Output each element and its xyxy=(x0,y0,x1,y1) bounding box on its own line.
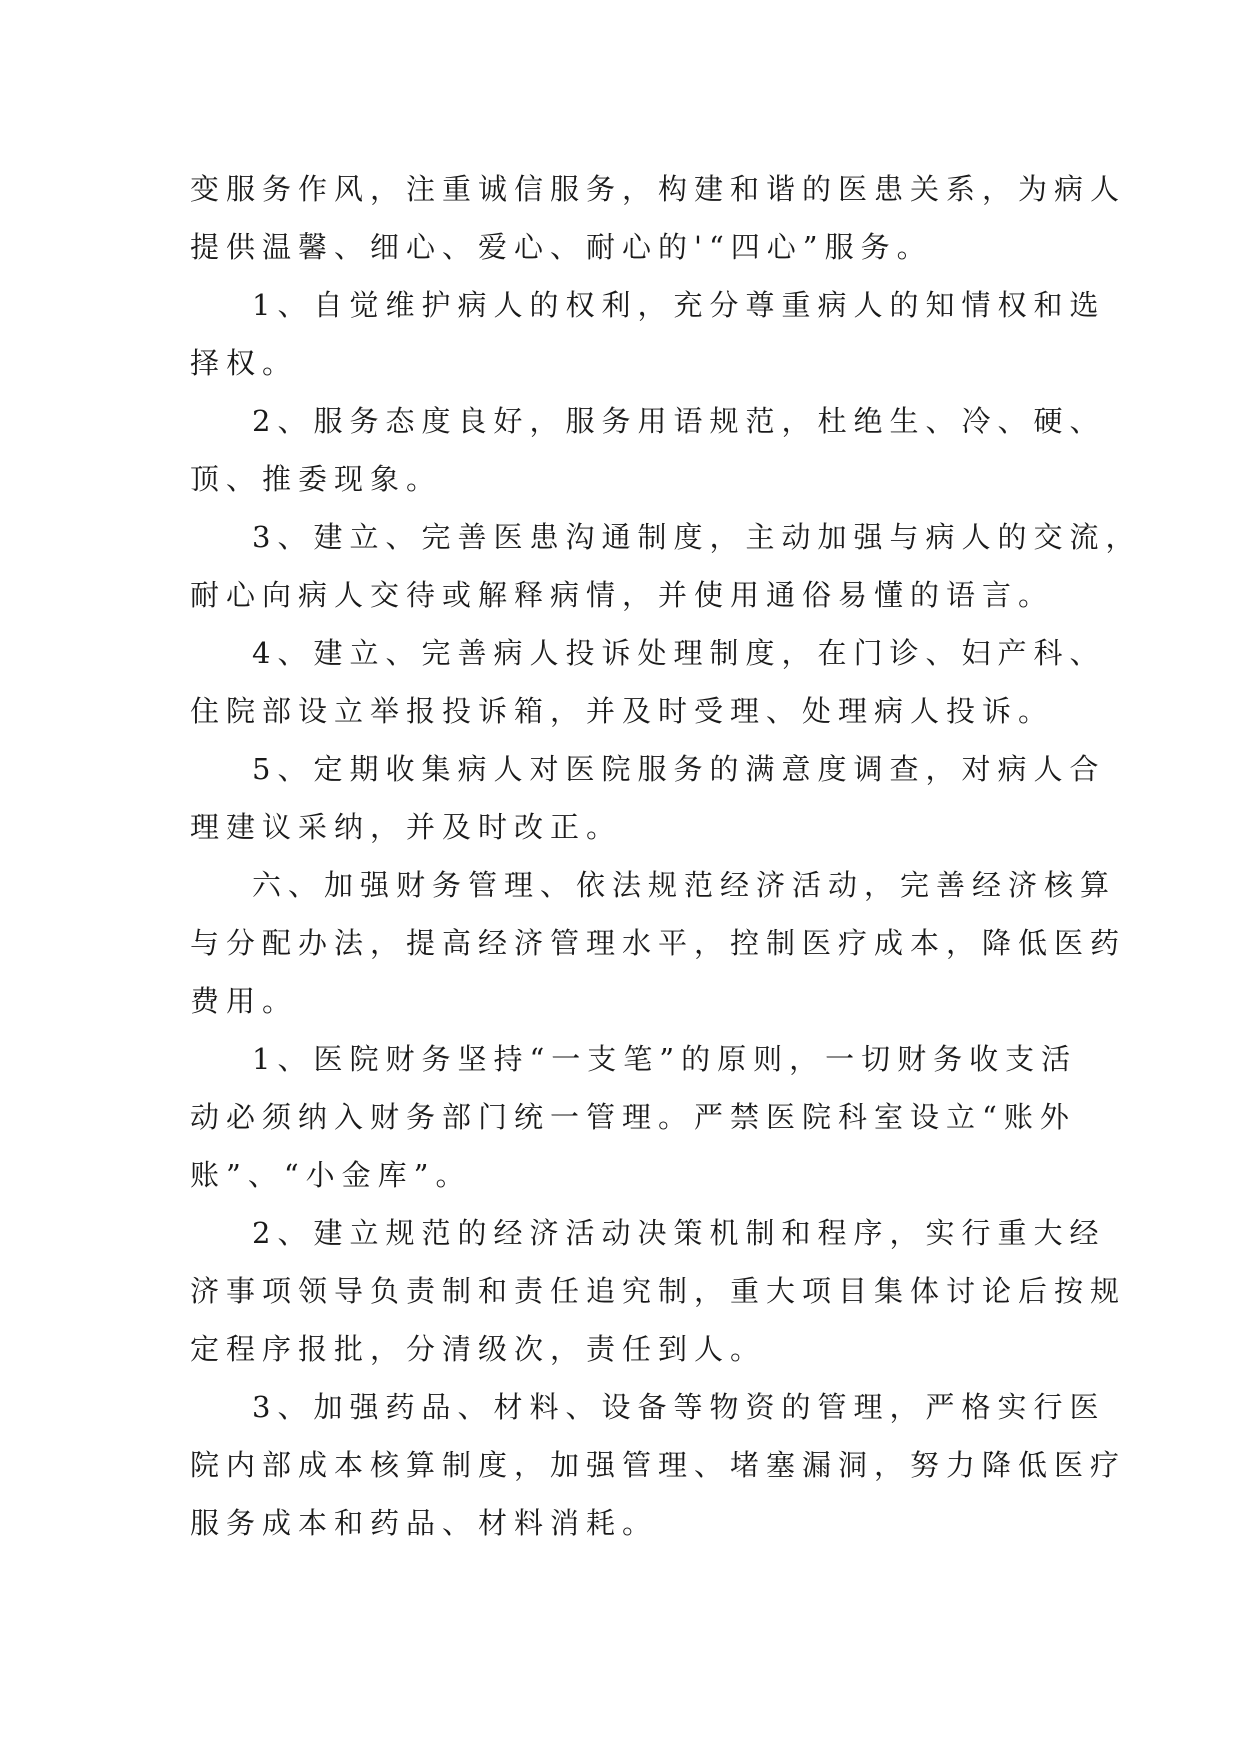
text-line: 动必须纳入财务部门统一管理。严禁医院科室设立“账外 xyxy=(190,1100,1076,1134)
text-line: 账”、“小金库”。 xyxy=(190,1158,472,1192)
text-line: 与分配办法，提高经济管理水平，控制医疗成本，降低医药 xyxy=(190,926,1127,960)
text-line: 2、建立规范的经济活动决策机制和程序，实行重大经 xyxy=(252,1216,1106,1250)
text-line: 院内部成本核算制度，加强管理、堵塞漏洞，努力降低医疗 xyxy=(190,1448,1127,1482)
text-line: 住院部设立举报投诉箱，并及时受理、处理病人投诉。 xyxy=(190,694,1055,728)
text-line: 4、建立、完善病人投诉处理制度，在门诊、妇产科、 xyxy=(252,636,1106,670)
text-line: 2、服务态度良好，服务用语规范，杜绝生、冷、硬、 xyxy=(252,404,1106,438)
text-line: 顶、推委现象。 xyxy=(190,462,443,496)
text-line: 济事项领导负责制和责任追究制，重大项目集体讨论后按规 xyxy=(190,1274,1127,1308)
text-line: 1、医院财务坚持“一支笔”的原则，一切财务收支活 xyxy=(252,1042,1078,1076)
text-line: 定程序报批，分清级次，责任到人。 xyxy=(190,1332,767,1366)
text-line: 费用。 xyxy=(190,984,299,1018)
text-line: 耐心向病人交待或解释病情，并使用通俗易懂的语言。 xyxy=(190,578,1055,612)
text-line: 1、自觉维护病人的权利，充分尊重病人的知情权和选 xyxy=(252,288,1106,322)
text-line: 择权。 xyxy=(190,346,299,380)
text-line: 六、加强财务管理、依法规范经济活动，完善经济核算 xyxy=(252,868,1117,902)
text-line: 3、加强药品、材料、设备等物资的管理，严格实行医 xyxy=(252,1390,1106,1424)
text-line: 提供温馨、细心、爱心、耐心的'“四心”服务。 xyxy=(190,230,933,264)
text-line: 3、建立、完善医患沟通制度，主动加强与病人的交流， xyxy=(252,520,1142,554)
document-body xyxy=(190,160,1142,1552)
text-line: 5、定期收集病人对医院服务的满意度调查，对病人合 xyxy=(252,752,1106,786)
text-line: 理建议采纳，并及时改正。 xyxy=(190,810,623,844)
text-line: 变服务作风，注重诚信服务，构建和谐的医患关系，为病人 xyxy=(190,172,1127,206)
text-line: 服务成本和药品、材料消耗。 xyxy=(190,1506,659,1540)
